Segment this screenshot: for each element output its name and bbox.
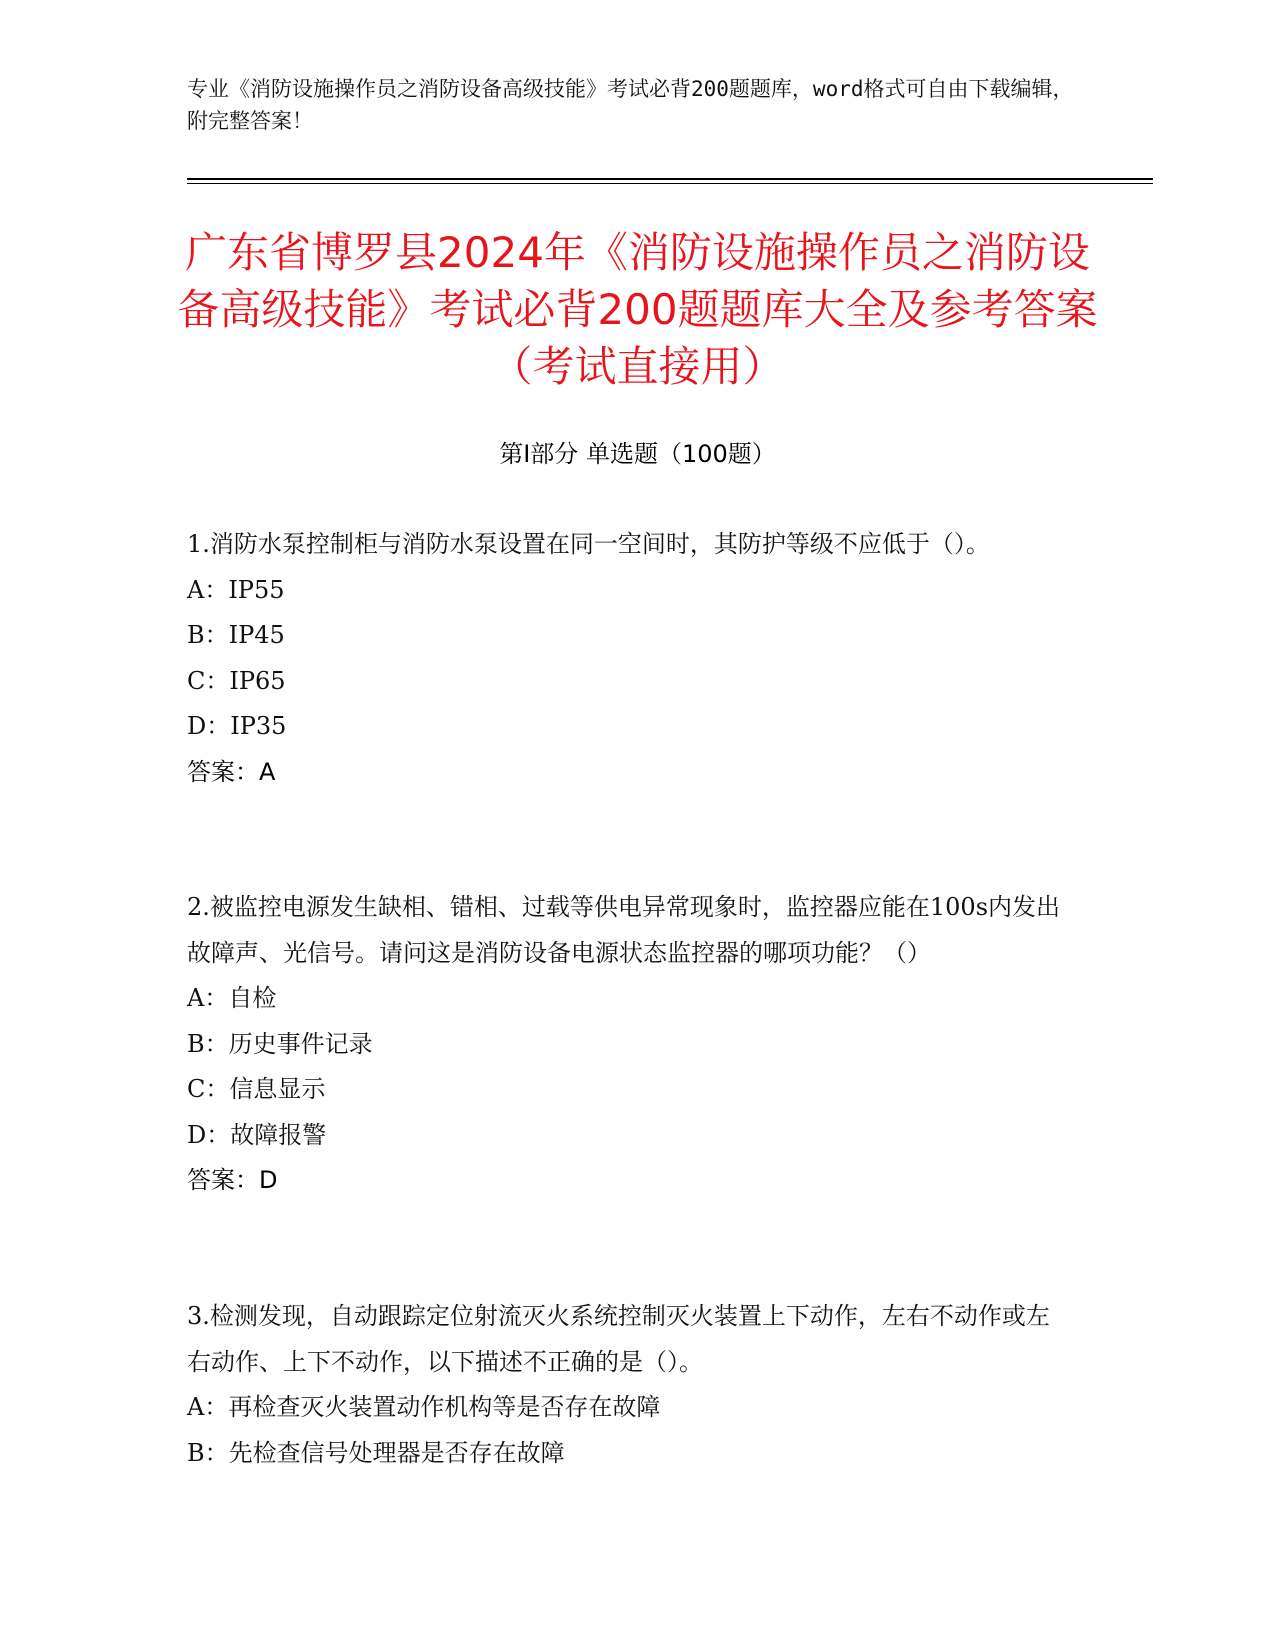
question-3 — [187, 1294, 1067, 1476]
question-1 — [187, 522, 1067, 795]
question-2 — [187, 885, 1067, 1204]
answer: 答案：A — [187, 757, 276, 786]
option-a: A：IP55 — [187, 575, 285, 604]
document-title: 广东省博罗县2024年《消防设施操作员之消防设备高级技能》考试必背200题题库大全及参考答案（考试直接用） — [177, 228, 1098, 391]
option-b: B：历史事件记录 — [187, 1029, 373, 1058]
header-divider — [187, 178, 1153, 180]
option-c: C：信息显示 — [187, 1075, 326, 1103]
question-stem: 2.被监控电源发生缺相、错相、过载等供电异常现象时，监控器应能在100s内发出故障声、光信号。请问这是消防设备电源状态监控器的哪项功能？（） — [187, 893, 1061, 967]
option-d: D：IP35 — [187, 712, 287, 740]
answer: 答案：D — [187, 1166, 278, 1194]
question-stem: 3.检测发现，自动跟踪定位射流灭火系统控制灭火装置上下动作，左右不动作或左右动作、上下不动作，以下描述不正确的是（）。 — [187, 1302, 1050, 1376]
option-a: A：再检查灭火装置动作机构等是否存在故障 — [187, 1393, 661, 1421]
option-b: B：先检查信号处理器是否存在故障 — [187, 1438, 565, 1467]
option-d: D：故障报警 — [187, 1120, 327, 1149]
option-a: A：自检 — [187, 984, 277, 1012]
header-divider-thin — [187, 183, 1153, 184]
question-stem: 1.消防水泵控制柜与消防水泵设置在同一空间时，其防护等级不应低于（）。 — [187, 530, 990, 558]
option-b: B：IP45 — [187, 621, 285, 649]
option-c: C：IP65 — [187, 666, 286, 695]
section-heading: 第I部分 单选题（100题） — [499, 440, 776, 468]
header-note: 专业《消防设施操作员之消防设备高级技能》考试必背200题题库，word格式可自由下载编辑，附完整答案！ — [187, 77, 1074, 133]
